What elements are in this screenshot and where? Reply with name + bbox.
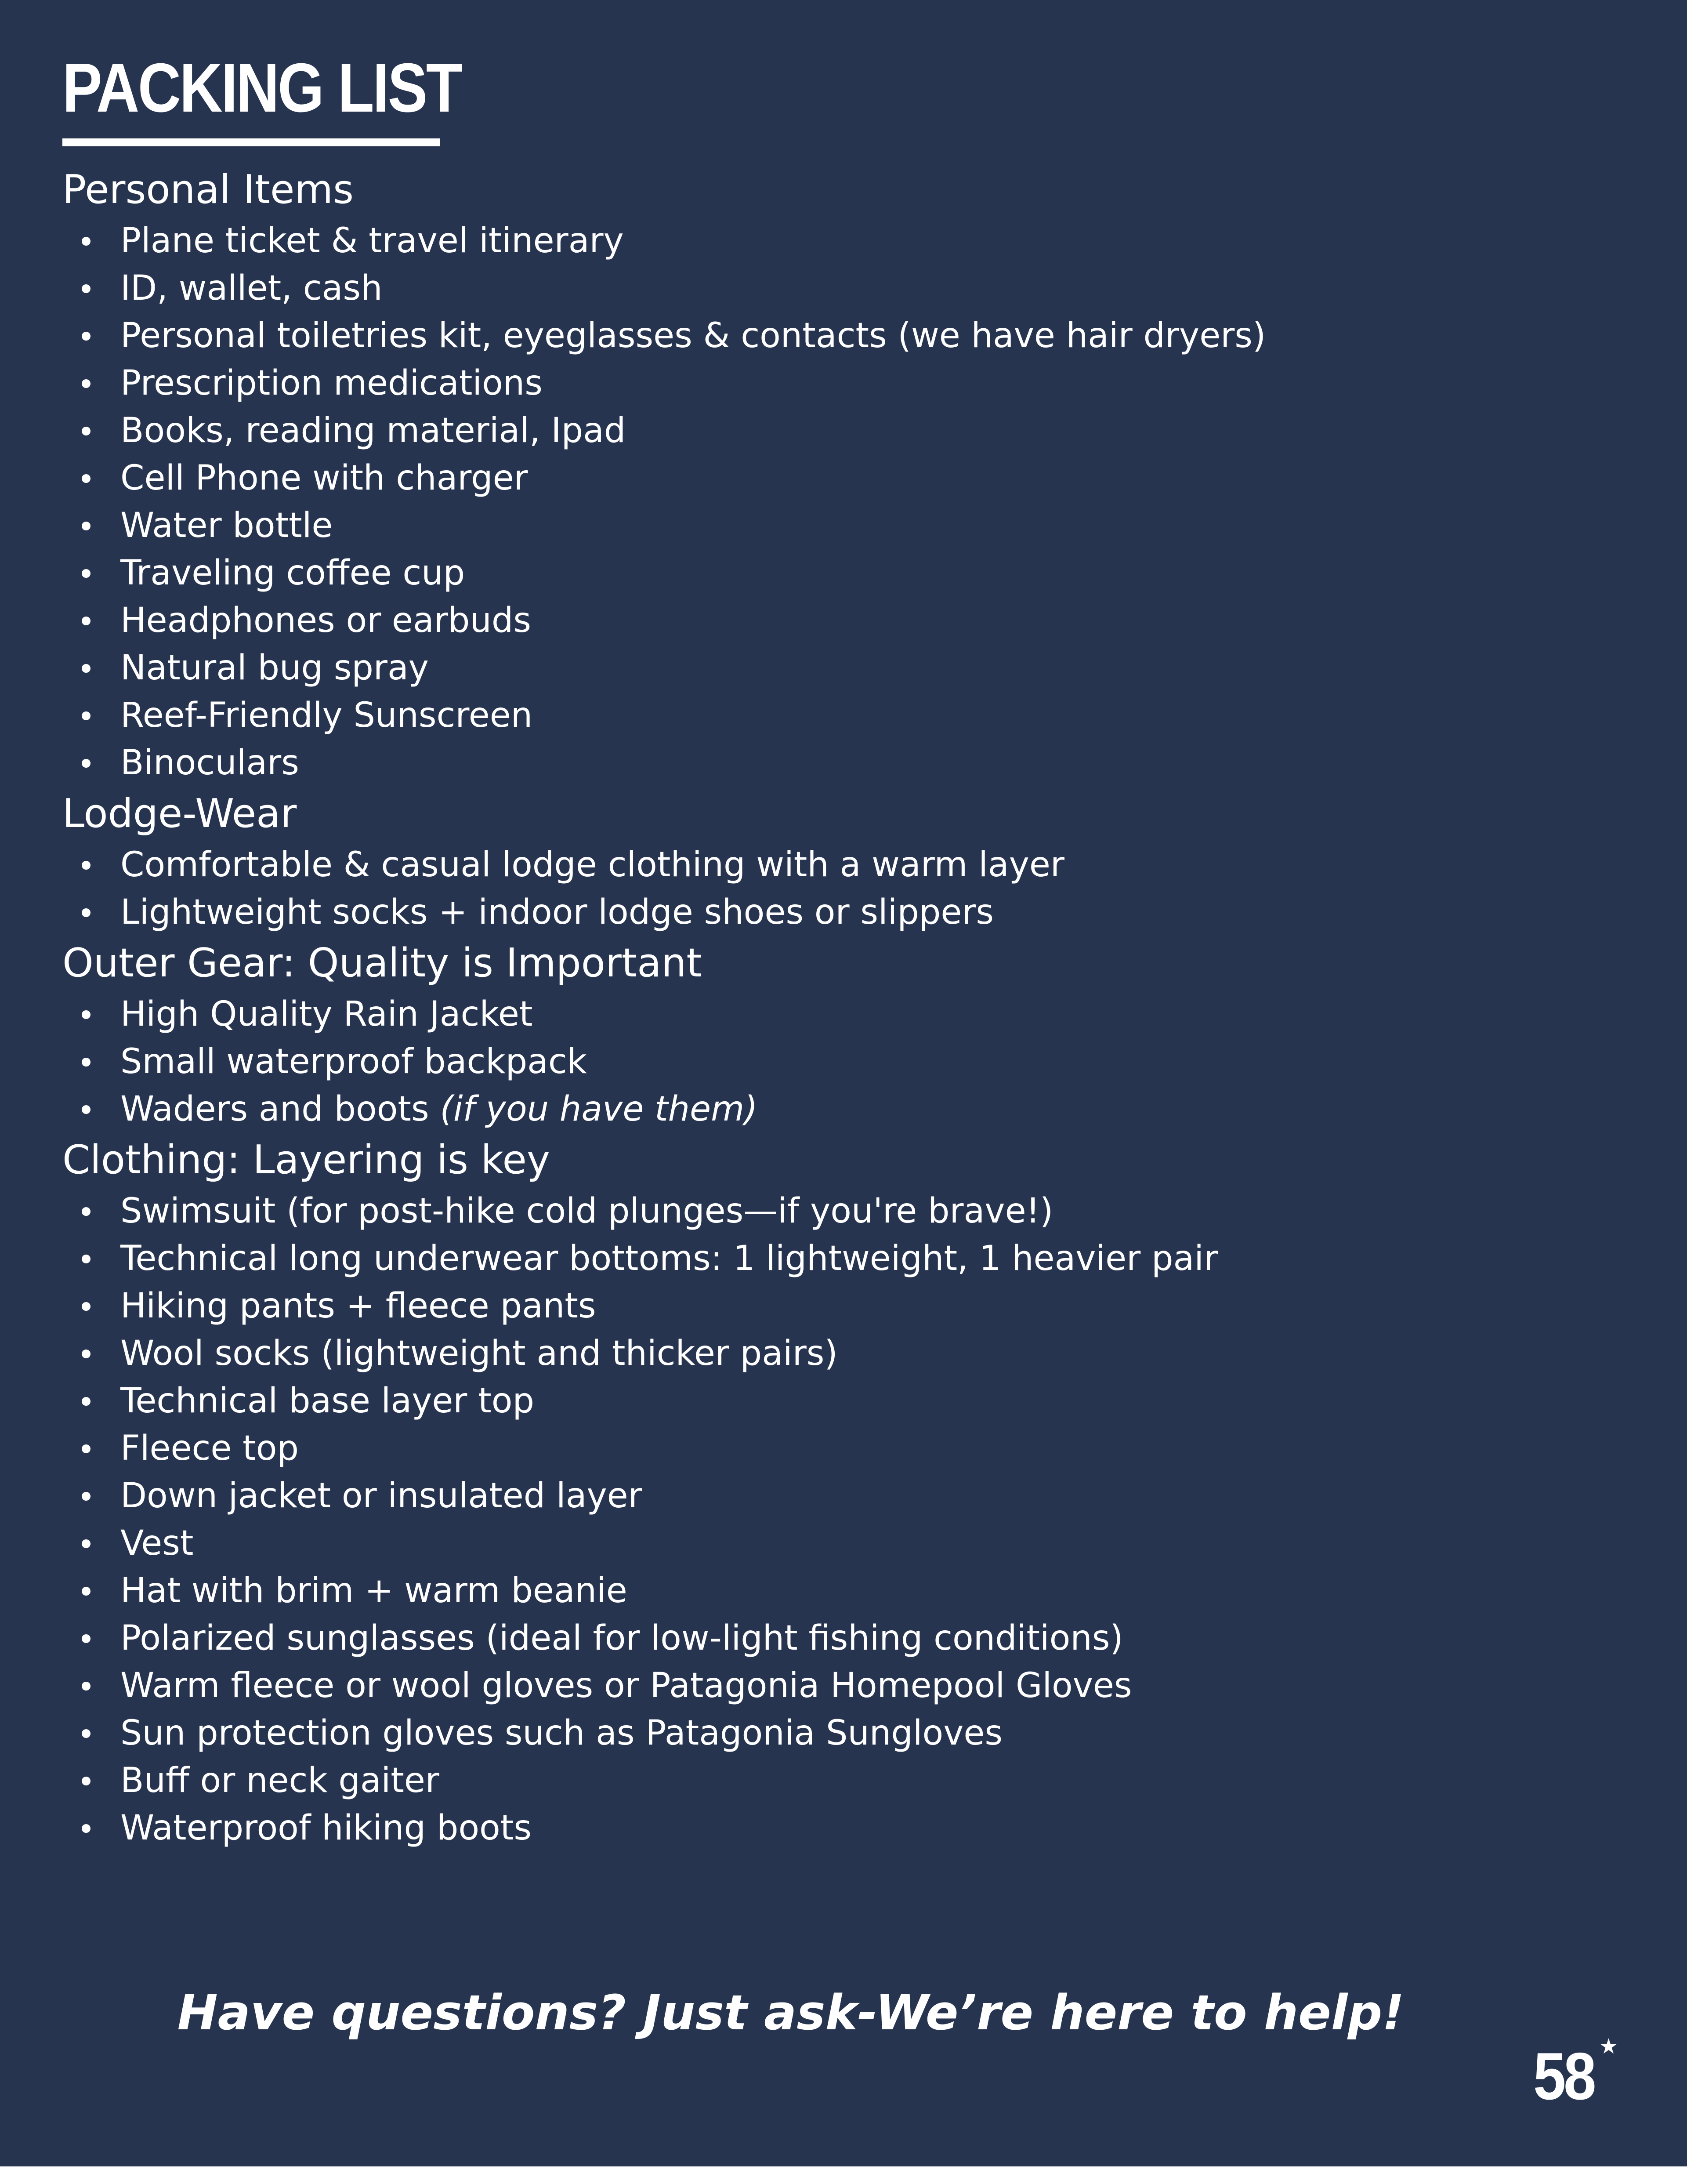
item-text: ID, wallet, cash: [120, 268, 383, 308]
bullet-icon: [82, 759, 91, 768]
bullet-icon: [82, 617, 91, 625]
bullet-icon: [82, 474, 91, 483]
list-item: [62, 502, 1622, 549]
bullet-icon: [82, 1824, 91, 1833]
item-list: [62, 217, 1622, 787]
bullet-icon: [82, 332, 91, 341]
bullet-icon: [82, 284, 91, 293]
item-text: Polarized sunglasses (ideal for low-light fishing conditions): [120, 1618, 1123, 1658]
item-text: Waterproof hiking boots: [120, 1808, 532, 1848]
bullet-icon: [82, 1492, 91, 1501]
item-text: Warm fleece or wool gloves or Patagonia Homepool Gloves: [120, 1666, 1132, 1705]
list-item: [62, 739, 1622, 787]
section-clothing: [62, 1133, 1622, 1852]
bullet-icon: [82, 908, 91, 917]
bullet-icon: [82, 1587, 91, 1596]
section-outer-gear: [62, 936, 1622, 1133]
bullet-icon: [82, 569, 91, 578]
bullet-icon: [82, 1010, 91, 1019]
bullet-icon: [82, 379, 91, 388]
list-item: [62, 1472, 1622, 1520]
item-text: Water bottle: [120, 506, 333, 545]
bullet-icon: [82, 237, 91, 246]
list-item: [62, 407, 1622, 454]
item-list: [62, 990, 1622, 1133]
bullet-icon: [82, 1302, 91, 1311]
list-item: [62, 1520, 1622, 1567]
list-item: [62, 692, 1622, 739]
star-icon: ★: [1599, 2034, 1618, 2059]
list-item: [62, 359, 1622, 407]
item-text: High Quality Rain Jacket: [120, 994, 533, 1034]
item-list: [62, 841, 1622, 936]
item-text: Headphones or earbuds: [120, 601, 532, 640]
list-item: [62, 1425, 1622, 1472]
bullet-icon: [82, 1350, 91, 1358]
bullet-icon: [82, 1058, 91, 1067]
section-lodge-wear: [62, 787, 1622, 936]
list-item: [62, 1709, 1622, 1757]
bullet-icon: [82, 1682, 91, 1691]
item-text: Hiking pants + fleece pants: [120, 1286, 596, 1326]
list-item: [62, 1330, 1622, 1377]
bullet-icon: [82, 711, 91, 720]
list-item: [62, 549, 1622, 597]
bullet-icon: [82, 1539, 91, 1548]
item-text: Personal toiletries kit, eyeglasses & contacts (we have hair dryers): [120, 316, 1266, 356]
list-item: [62, 265, 1622, 312]
page-number: 58: [1533, 2039, 1594, 2114]
item-text: Technical base layer top: [120, 1381, 534, 1421]
title-underline: [62, 138, 440, 146]
list-item: [62, 841, 1622, 889]
list-item: [62, 1662, 1622, 1709]
bullet-icon: [82, 1729, 91, 1738]
list-item: [62, 1038, 1622, 1085]
list-item: [62, 1282, 1622, 1330]
bullet-icon: [82, 1777, 91, 1785]
bullet-icon: [82, 861, 91, 870]
bullet-icon: [82, 1444, 91, 1453]
list-item: [62, 889, 1622, 936]
item-text: Plane ticket & travel itinerary: [120, 221, 624, 261]
item-list: [62, 1187, 1622, 1852]
bullet-icon: [82, 1255, 91, 1263]
bullet-icon: [82, 1634, 91, 1643]
item-text: Comfortable & casual lodge clothing with a warm layer: [120, 845, 1064, 885]
list-item: [62, 1235, 1622, 1282]
item-text: Wool socks (lightweight and thicker pairs): [120, 1334, 838, 1373]
list-item: [62, 1187, 1622, 1235]
list-item: [62, 1377, 1622, 1425]
packing-list-content: [62, 163, 1622, 1852]
list-item: [62, 990, 1622, 1038]
item-text: Buff or neck gaiter: [120, 1761, 439, 1800]
item-text: Books, reading material, Ipad: [120, 411, 626, 450]
list-item: [62, 597, 1622, 644]
item-text: Vest: [120, 1524, 194, 1563]
item-text: Cell Phone with charger: [120, 458, 528, 498]
item-text: Swimsuit (for post-hike cold plunges—if you're brave!): [120, 1191, 1053, 1231]
section-personal-items: [62, 163, 1622, 787]
item-text: Waders and boots: [120, 1089, 440, 1129]
item-text: Prescription medications: [120, 363, 543, 403]
section-heading: Clothing: Layering is key: [62, 1137, 550, 1183]
item-text: Natural bug spray: [120, 648, 429, 688]
bullet-icon: [82, 1105, 91, 1114]
footer-help-text: Have questions? Just ask-We’re here to help!: [177, 1984, 1405, 2041]
item-text: Reef-Friendly Sunscreen: [120, 696, 533, 735]
item-text: Down jacket or insulated layer: [120, 1476, 642, 1516]
page-bottom-strip: [0, 2166, 1687, 2184]
item-note: (if you have them): [440, 1089, 758, 1129]
section-heading: Lodge-Wear: [62, 791, 297, 837]
list-item: [62, 1085, 1622, 1133]
item-text: Technical long underwear bottoms: 1 lightweight, 1 heavier pair: [120, 1239, 1218, 1278]
bullet-icon: [82, 1397, 91, 1406]
item-text: Hat with brim + warm beanie: [120, 1571, 627, 1611]
bullet-icon: [82, 664, 91, 673]
list-item: [62, 1804, 1622, 1852]
item-text: Binoculars: [120, 743, 299, 783]
item-text: Small waterproof backpack: [120, 1042, 587, 1081]
item-text: Lightweight socks + indoor lodge shoes or slippers: [120, 892, 994, 932]
list-item: [62, 1757, 1622, 1804]
bullet-icon: [82, 522, 91, 530]
item-text: Traveling coffee cup: [120, 553, 465, 593]
bullet-icon: [82, 1207, 91, 1216]
bullet-icon: [82, 427, 91, 435]
list-item: [62, 1614, 1622, 1662]
list-item: [62, 644, 1622, 692]
item-text: Sun protection gloves such as Patagonia Sungloves: [120, 1713, 1003, 1753]
item-text: Fleece top: [120, 1429, 299, 1468]
list-item: [62, 1567, 1622, 1614]
section-heading: Personal Items: [62, 167, 354, 213]
page-title: PACKING LIST: [62, 49, 461, 127]
section-heading: Outer Gear: Quality is Important: [62, 940, 702, 986]
list-item: [62, 312, 1622, 359]
list-item: [62, 217, 1622, 265]
list-item: [62, 454, 1622, 502]
